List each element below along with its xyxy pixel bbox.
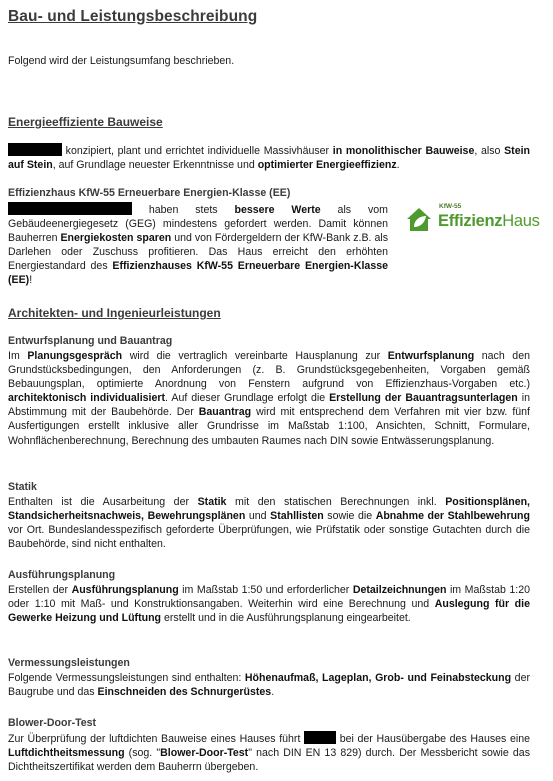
page-title: Bau- und Leistungsbeschreibung [8, 8, 258, 25]
redacted-company-name [8, 202, 132, 215]
vermessung-paragraph: Folgende Vermessungsleistungen sind enthalten: Höhenaufmaß, Lageplan, Grob- und Feinabsteckung der Baugrube und das Einschneiden des Schnurgerüstes. [8, 672, 530, 699]
subheading-entwurfsplanung: Entwurfsplanung und Bauantrag [8, 335, 173, 347]
kfw-paragraph-top: haben stets bessere Werte als vom Gebäudeenergiegesetz (GEG) mindestens gefordert werden. Damit können Bauherren Energiekosten sparen und von Fördergeldern der KfW-Bank z.B. als Darlehen oder Zuschuss profitieren. Das Haus erreicht den erhöhten Energiestandard des Effizienzhauses KfW-55 Erneuerbare Energien-Klasse (EE)! [8, 204, 389, 287]
subheading-ausfuehrungsplanung: Ausführungsplanung [8, 569, 116, 581]
energy-paragraph: konzipiert, plant und errichtet individuelle Massivhäuser in monolithischer Bauweise, also Stein auf Stein, auf Grundlage neuester Erkenntnisse und optimierter Energieeffizienz. [8, 145, 530, 172]
logo-kfw-label: KfW-55 [439, 203, 462, 210]
statik-paragraph: Enthalten ist die Ausarbeitung der Statik mit den statischen Berechnungen inkl. Positionsplänen, Standsicherheitsnachweis, Bewehrungsplänen und Stahllisten sowie die Abnahme der Stahlbewehrung vor Ort. Bundeslandesspezifisch geforderte Überprüfungen, wie Prüfstatik oder sonstige Gutachten durch die Baubehörde, sind nicht enthalten. [8, 496, 530, 551]
intro-text: Folgend wird der Leistungsumfang beschrieben. [8, 55, 235, 67]
subheading-vermessung: Vermessungsleistungen [8, 657, 130, 669]
effizienzhaus-logo [405, 203, 540, 237]
blower-door-paragraph: Zur Überprüfung der luftdichten Bauweise eines Hauses führt bei der Hausübergabe des Hauses eine Luftdichtheitsmessung (sog. "Blower-Door-Test" nach DIN EN 13 829) durch. Der Messbericht sowie das Dichtheitszertifikat werden dem Bauherrn übergeben. [8, 733, 531, 774]
subheading-blower-door: Blower-Door-Test [8, 717, 97, 729]
subheading-kfw55: Effizienzhaus KfW-55 Erneuerbare Energien-Klasse (EE) [8, 187, 291, 199]
subheading-statik: Statik [8, 481, 37, 493]
house-leaf-icon [405, 205, 433, 233]
ausfuehrungsplanung-paragraph: Erstellen der Ausführungsplanung im Maßstab 1:50 und erforderlicher Detailzeichnungen im Maßstab 1:20 oder 1:10 mit Maß- und Konstruktionsangaben. Weiterhin wird eine Berechnung und Auslegung für die Gewerke Heizung und Lüftung erstellt und in die Ausführungsplanung eingearbeitet. [8, 584, 530, 625]
entwurfsplanung-paragraph: Im Planungsgespräch wird die vertraglich vereinbarte Hausplanung zur Entwurfsplanung nach den Grundstücksbedingungen, den Anforderungen (z. B. Grundstücksgegebenheiten, Vorgaben gemäß Bebauungsplan, optimierte Anordnung von Fenstern aufgrund von Effizienzhaus-Vorgaben etc.) architektonisch individualisiert. Auf dieser Grundlage erfolgt die Erstellung der Bauantragsunterlagen in Abstimmung mit der Baubehörde. Der Bauantrag wird mit entsprechend dem Verfahren mit vier bzw. fünf Ausfertigungen erstellt inklusive aller Grundrisse im Maßstab 1:100, Ansichten, Schnitt, Formulare, Wohnflächenberechnung, Berechnung des umbauten Raumes nach DIN sowie Entwässerungsplanung. [8, 350, 530, 447]
section-heading-architects: Architekten- und Ingenieurleistungen [8, 306, 221, 320]
redacted-company-name [8, 143, 62, 156]
logo-wordmark: EffizienzHaus [438, 212, 540, 230]
section-heading-energy: Energieeffiziente Bauweise [8, 115, 163, 129]
redacted-company-name [304, 731, 336, 744]
